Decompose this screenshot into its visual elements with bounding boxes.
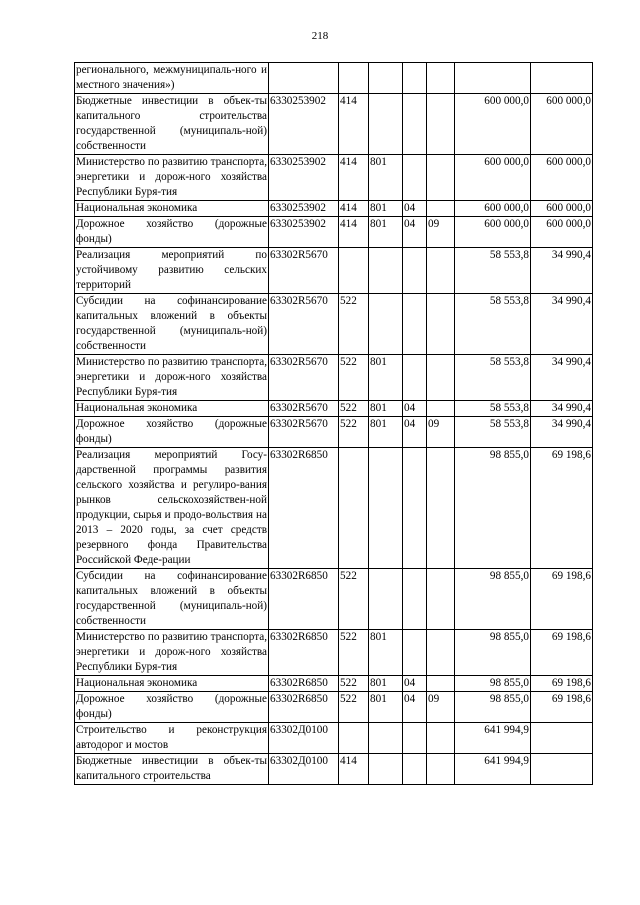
amount-year-2-cell xyxy=(531,723,593,754)
table-row xyxy=(75,94,593,155)
expense-type-cell: 414 xyxy=(339,94,369,155)
expense-type-cell: 522 xyxy=(339,569,369,630)
target-article-cell: 63302R6850 xyxy=(269,569,339,630)
target-article-cell: 63302R5670 xyxy=(269,417,339,448)
section-cell xyxy=(403,723,427,754)
amount-year-1-cell: 58 553,8 xyxy=(455,294,531,355)
amount-year-2-cell: 34 990,4 xyxy=(531,355,593,401)
target-article-cell: 63302R6850 xyxy=(269,448,339,569)
section-cell xyxy=(403,355,427,401)
amount-year-2-cell: 69 198,6 xyxy=(531,676,593,692)
table-row xyxy=(75,201,593,217)
subsection-cell xyxy=(427,569,455,630)
row-name-cell: Бюджетные инвестиции в объек-ты капитального строительства xyxy=(75,754,269,785)
table-row xyxy=(75,448,593,569)
row-name-cell: Министерство по развитию транспорта, энергетики и дорож-ного хозяйства Республики Буря-тия xyxy=(75,155,269,201)
section-cell xyxy=(403,569,427,630)
table-row xyxy=(75,417,593,448)
target-article-cell: 6330253902 xyxy=(269,217,339,248)
subsection-cell xyxy=(427,630,455,676)
expense-type-cell: 522 xyxy=(339,401,369,417)
section-cell xyxy=(403,630,427,676)
row-name-cell: Национальная экономика xyxy=(75,676,269,692)
section-cell: 04 xyxy=(403,201,427,217)
section-cell xyxy=(403,448,427,569)
row-name-cell: Министерство по развитию транспорта, энергетики и дорож-ного хозяйства Республики Буря-тия xyxy=(75,630,269,676)
section-cell xyxy=(403,248,427,294)
amount-year-2-cell: 69 198,6 xyxy=(531,630,593,676)
row-name-cell: Реализация мероприятий по устойчивому развитию сельских территорий xyxy=(75,248,269,294)
ministry-code-cell xyxy=(369,294,403,355)
target-article-cell: 63302Д0100 xyxy=(269,723,339,754)
expense-type-cell: 522 xyxy=(339,355,369,401)
amount-year-2-cell: 34 990,4 xyxy=(531,401,593,417)
table-row xyxy=(75,155,593,201)
target-article-cell: 6330253902 xyxy=(269,94,339,155)
expense-type-cell: 522 xyxy=(339,676,369,692)
target-article-cell xyxy=(269,63,339,94)
amount-year-2-cell: 600 000,0 xyxy=(531,155,593,201)
expense-type-cell xyxy=(339,723,369,754)
target-article-cell: 63302R5670 xyxy=(269,401,339,417)
section-cell: 04 xyxy=(403,217,427,248)
amount-year-1-cell: 58 553,8 xyxy=(455,417,531,448)
amount-year-1-cell: 98 855,0 xyxy=(455,692,531,723)
target-article-cell: 6330253902 xyxy=(269,155,339,201)
ministry-code-cell xyxy=(369,94,403,155)
subsection-cell xyxy=(427,723,455,754)
ministry-code-cell: 801 xyxy=(369,630,403,676)
row-name-cell: Дорожное хозяйство (дорожные фонды) xyxy=(75,217,269,248)
row-name-cell: Национальная экономика xyxy=(75,201,269,217)
subsection-cell: 09 xyxy=(427,217,455,248)
section-cell: 04 xyxy=(403,692,427,723)
budget-table xyxy=(74,62,593,785)
amount-year-2-cell xyxy=(531,754,593,785)
table-row xyxy=(75,401,593,417)
ministry-code-cell xyxy=(369,754,403,785)
amount-year-1-cell: 98 855,0 xyxy=(455,448,531,569)
section-cell: 04 xyxy=(403,401,427,417)
subsection-cell xyxy=(427,754,455,785)
amount-year-1-cell: 600 000,0 xyxy=(455,201,531,217)
amount-year-2-cell: 600 000,0 xyxy=(531,217,593,248)
ministry-code-cell xyxy=(369,448,403,569)
row-name-cell: Реализация мероприятий Госу-дарственной программы развития сельского хозяйства и регулиро-вания рынков сельскохозяйствен-ной продукции, сырья и продо-вольствия на 2013 – 2020 годы, за счет средств резервного фонда Правительства Российской Феде-рации xyxy=(75,448,269,569)
table-row xyxy=(75,294,593,355)
table-row xyxy=(75,217,593,248)
amount-year-1-cell: 600 000,0 xyxy=(455,155,531,201)
section-cell xyxy=(403,294,427,355)
amount-year-1-cell: 600 000,0 xyxy=(455,217,531,248)
ministry-code-cell: 801 xyxy=(369,201,403,217)
amount-year-1-cell: 58 553,8 xyxy=(455,401,531,417)
target-article-cell: 63302Д0100 xyxy=(269,754,339,785)
row-name-cell: Субсидии на софинансирование капитальных вложений в объекты государственной (муниципаль-ной) собственности xyxy=(75,569,269,630)
section-cell xyxy=(403,754,427,785)
amount-year-2-cell: 34 990,4 xyxy=(531,417,593,448)
expense-type-cell: 414 xyxy=(339,201,369,217)
expense-type-cell xyxy=(339,63,369,94)
row-name-cell: Национальная экономика xyxy=(75,401,269,417)
amount-year-2-cell: 69 198,6 xyxy=(531,569,593,630)
amount-year-1-cell xyxy=(455,63,531,94)
table-row xyxy=(75,355,593,401)
ministry-code-cell: 801 xyxy=(369,355,403,401)
subsection-cell xyxy=(427,63,455,94)
amount-year-1-cell: 600 000,0 xyxy=(455,94,531,155)
row-name-cell: Дорожное хозяйство (дорожные фонды) xyxy=(75,417,269,448)
table-row xyxy=(75,676,593,692)
subsection-cell xyxy=(427,248,455,294)
amount-year-2-cell xyxy=(531,63,593,94)
section-cell xyxy=(403,94,427,155)
table-row xyxy=(75,692,593,723)
target-article-cell: 63302R5670 xyxy=(269,355,339,401)
subsection-cell: 09 xyxy=(427,417,455,448)
subsection-cell xyxy=(427,94,455,155)
expense-type-cell: 414 xyxy=(339,754,369,785)
target-article-cell: 63302R5670 xyxy=(269,294,339,355)
ministry-code-cell xyxy=(369,723,403,754)
target-article-cell: 63302R6850 xyxy=(269,630,339,676)
expense-type-cell xyxy=(339,448,369,569)
section-cell: 04 xyxy=(403,417,427,448)
ministry-code-cell: 801 xyxy=(369,417,403,448)
amount-year-1-cell: 98 855,0 xyxy=(455,630,531,676)
ministry-code-cell: 801 xyxy=(369,401,403,417)
subsection-cell xyxy=(427,448,455,569)
ministry-code-cell xyxy=(369,63,403,94)
subsection-cell xyxy=(427,155,455,201)
table-row xyxy=(75,63,593,94)
target-article-cell: 63302R6850 xyxy=(269,676,339,692)
amount-year-2-cell: 34 990,4 xyxy=(531,294,593,355)
table-row xyxy=(75,569,593,630)
amount-year-2-cell: 34 990,4 xyxy=(531,248,593,294)
row-name-cell: регионального, межмуниципаль-ного и местного значения») xyxy=(75,63,269,94)
amount-year-1-cell: 58 553,8 xyxy=(455,248,531,294)
subsection-cell xyxy=(427,294,455,355)
table-row xyxy=(75,630,593,676)
amount-year-1-cell: 58 553,8 xyxy=(455,355,531,401)
ministry-code-cell: 801 xyxy=(369,676,403,692)
row-name-cell: Дорожное хозяйство (дорожные фонды) xyxy=(75,692,269,723)
target-article-cell: 6330253902 xyxy=(269,201,339,217)
amount-year-1-cell: 98 855,0 xyxy=(455,569,531,630)
expense-type-cell: 414 xyxy=(339,155,369,201)
table-row xyxy=(75,723,593,754)
ministry-code-cell: 801 xyxy=(369,692,403,723)
row-name-cell: Министерство по развитию транспорта, энергетики и дорож-ного хозяйства Республики Буря-тия xyxy=(75,355,269,401)
subsection-cell xyxy=(427,676,455,692)
expense-type-cell: 522 xyxy=(339,630,369,676)
expense-type-cell: 522 xyxy=(339,294,369,355)
table-row xyxy=(75,248,593,294)
ministry-code-cell: 801 xyxy=(369,155,403,201)
target-article-cell: 63302R5670 xyxy=(269,248,339,294)
row-name-cell: Субсидии на софинансирование капитальных вложений в объекты государственной (муниципаль-ной) собственности xyxy=(75,294,269,355)
amount-year-1-cell: 641 994,9 xyxy=(455,723,531,754)
section-cell xyxy=(403,63,427,94)
subsection-cell xyxy=(427,355,455,401)
expense-type-cell: 522 xyxy=(339,692,369,723)
section-cell: 04 xyxy=(403,676,427,692)
amount-year-1-cell: 641 994,9 xyxy=(455,754,531,785)
expense-type-cell: 522 xyxy=(339,417,369,448)
page-number: 218 xyxy=(311,30,329,42)
amount-year-2-cell: 600 000,0 xyxy=(531,201,593,217)
table-row xyxy=(75,754,593,785)
expense-type-cell: 414 xyxy=(339,217,369,248)
target-article-cell: 63302R6850 xyxy=(269,692,339,723)
amount-year-2-cell: 69 198,6 xyxy=(531,692,593,723)
row-name-cell: Бюджетные инвестиции в объек-ты капитального строительства государственной (муниципаль-ной) собственности xyxy=(75,94,269,155)
amount-year-2-cell: 600 000,0 xyxy=(531,94,593,155)
amount-year-2-cell: 69 198,6 xyxy=(531,448,593,569)
section-cell xyxy=(403,155,427,201)
subsection-cell xyxy=(427,401,455,417)
amount-year-1-cell: 98 855,0 xyxy=(455,676,531,692)
ministry-code-cell xyxy=(369,569,403,630)
ministry-code-cell: 801 xyxy=(369,217,403,248)
subsection-cell xyxy=(427,201,455,217)
subsection-cell: 09 xyxy=(427,692,455,723)
ministry-code-cell xyxy=(369,248,403,294)
row-name-cell: Строительство и реконструкция автодорог и мостов xyxy=(75,723,269,754)
expense-type-cell xyxy=(339,248,369,294)
